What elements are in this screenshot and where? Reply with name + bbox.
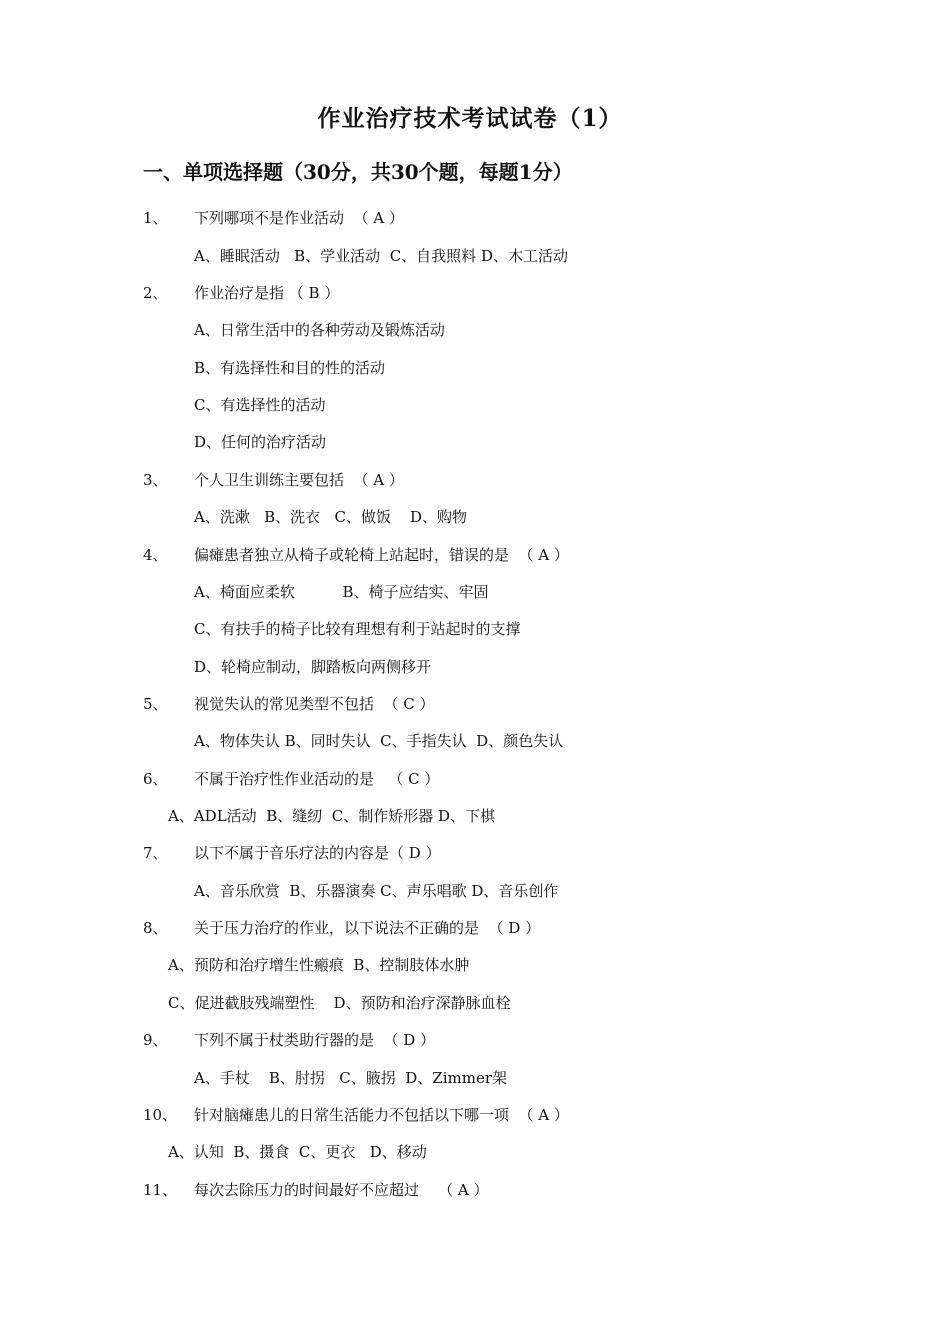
question-number: 7、 bbox=[143, 844, 168, 862]
question-option: B、有选择性和目的性的活动 bbox=[194, 359, 386, 377]
question-text: 作业治疗是指 （ B ） bbox=[194, 284, 340, 302]
question-options: A、物体失认 B、同时失认 C、手指失认 D、颜色失认 bbox=[194, 732, 564, 750]
question-options: A、认知 B、摄食 C、更衣 D、移动 bbox=[168, 1143, 427, 1161]
question-option: C、有选择性的活动 bbox=[194, 396, 326, 414]
question-number: 8、 bbox=[143, 919, 168, 937]
question-option: A、椅面应柔软 B、椅子应结实、牢固 bbox=[194, 583, 489, 601]
question-text: 视觉失认的常见类型不包括 （ C ） bbox=[194, 695, 435, 713]
question-number: 9、 bbox=[143, 1031, 168, 1049]
question-number: 10、 bbox=[143, 1106, 178, 1124]
question-number: 11、 bbox=[143, 1181, 178, 1199]
question-text: 下列不属于杖类助行器的是 （ D ） bbox=[194, 1031, 436, 1049]
question-options: A、ADL活动 B、缝纫 C、制作矫形器 D、下棋 bbox=[168, 807, 496, 825]
section-heading: 一、单项选择题（30分，共30个题，每题1分） bbox=[143, 160, 573, 184]
question-option: D、轮椅应制动，脚踏板向两侧移开 bbox=[194, 658, 432, 676]
question-options: A、音乐欣赏 B、乐器演奏 C、声乐唱歌 D、音乐创作 bbox=[194, 882, 559, 900]
question-options: A、手杖 B、肘拐 C、腋拐 D、Zimmer架 bbox=[194, 1069, 507, 1087]
question-number: 1、 bbox=[143, 209, 168, 227]
question-option: D、任何的治疗活动 bbox=[194, 433, 327, 451]
question-text: 每次去除压力的时间最好不应超过 （ A ） bbox=[194, 1181, 489, 1199]
question-text: 以下不属于音乐疗法的内容是（ D ） bbox=[194, 844, 441, 862]
question-number: 6、 bbox=[143, 770, 168, 788]
question-options: A、洗漱 B、洗衣 C、做饭 D、购物 bbox=[194, 508, 468, 526]
question-number: 2、 bbox=[143, 284, 168, 302]
question-text: 个人卫生训练主要包括 （ A ） bbox=[194, 471, 404, 489]
question-text: 不属于治疗性作业活动的是 （ C ） bbox=[194, 770, 440, 788]
question-text: 针对脑瘫患儿的日常生活能力不包括以下哪一项 （ A ） bbox=[194, 1106, 569, 1124]
question-text: 下列哪项不是作业活动 （ A ） bbox=[194, 209, 404, 227]
question-number: 4、 bbox=[143, 546, 168, 564]
question-number: 3、 bbox=[143, 471, 168, 489]
question-text: 关于压力治疗的作业，以下说法不正确的是 （ D ） bbox=[194, 919, 541, 937]
question-option: A、日常生活中的各种劳动及锻炼活动 bbox=[194, 321, 445, 339]
question-option: C、有扶手的椅子比较有理想有利于站起时的支撑 bbox=[194, 620, 521, 638]
question-text: 偏瘫患者独立从椅子或轮椅上站起时，错误的是 （ A ） bbox=[194, 546, 569, 564]
document-title: 作业治疗技术考试试卷（1） bbox=[317, 105, 623, 132]
question-options: A、睡眠活动 B、学业活动 C、自我照料 D、木工活动 bbox=[194, 247, 568, 265]
question-number: 5、 bbox=[143, 695, 168, 713]
question-option: C、促进截肢残端塑性 D、预防和治疗深静脉血栓 bbox=[168, 994, 511, 1012]
question-option: A、预防和治疗增生性瘢痕 B、控制肢体水肿 bbox=[168, 956, 470, 974]
